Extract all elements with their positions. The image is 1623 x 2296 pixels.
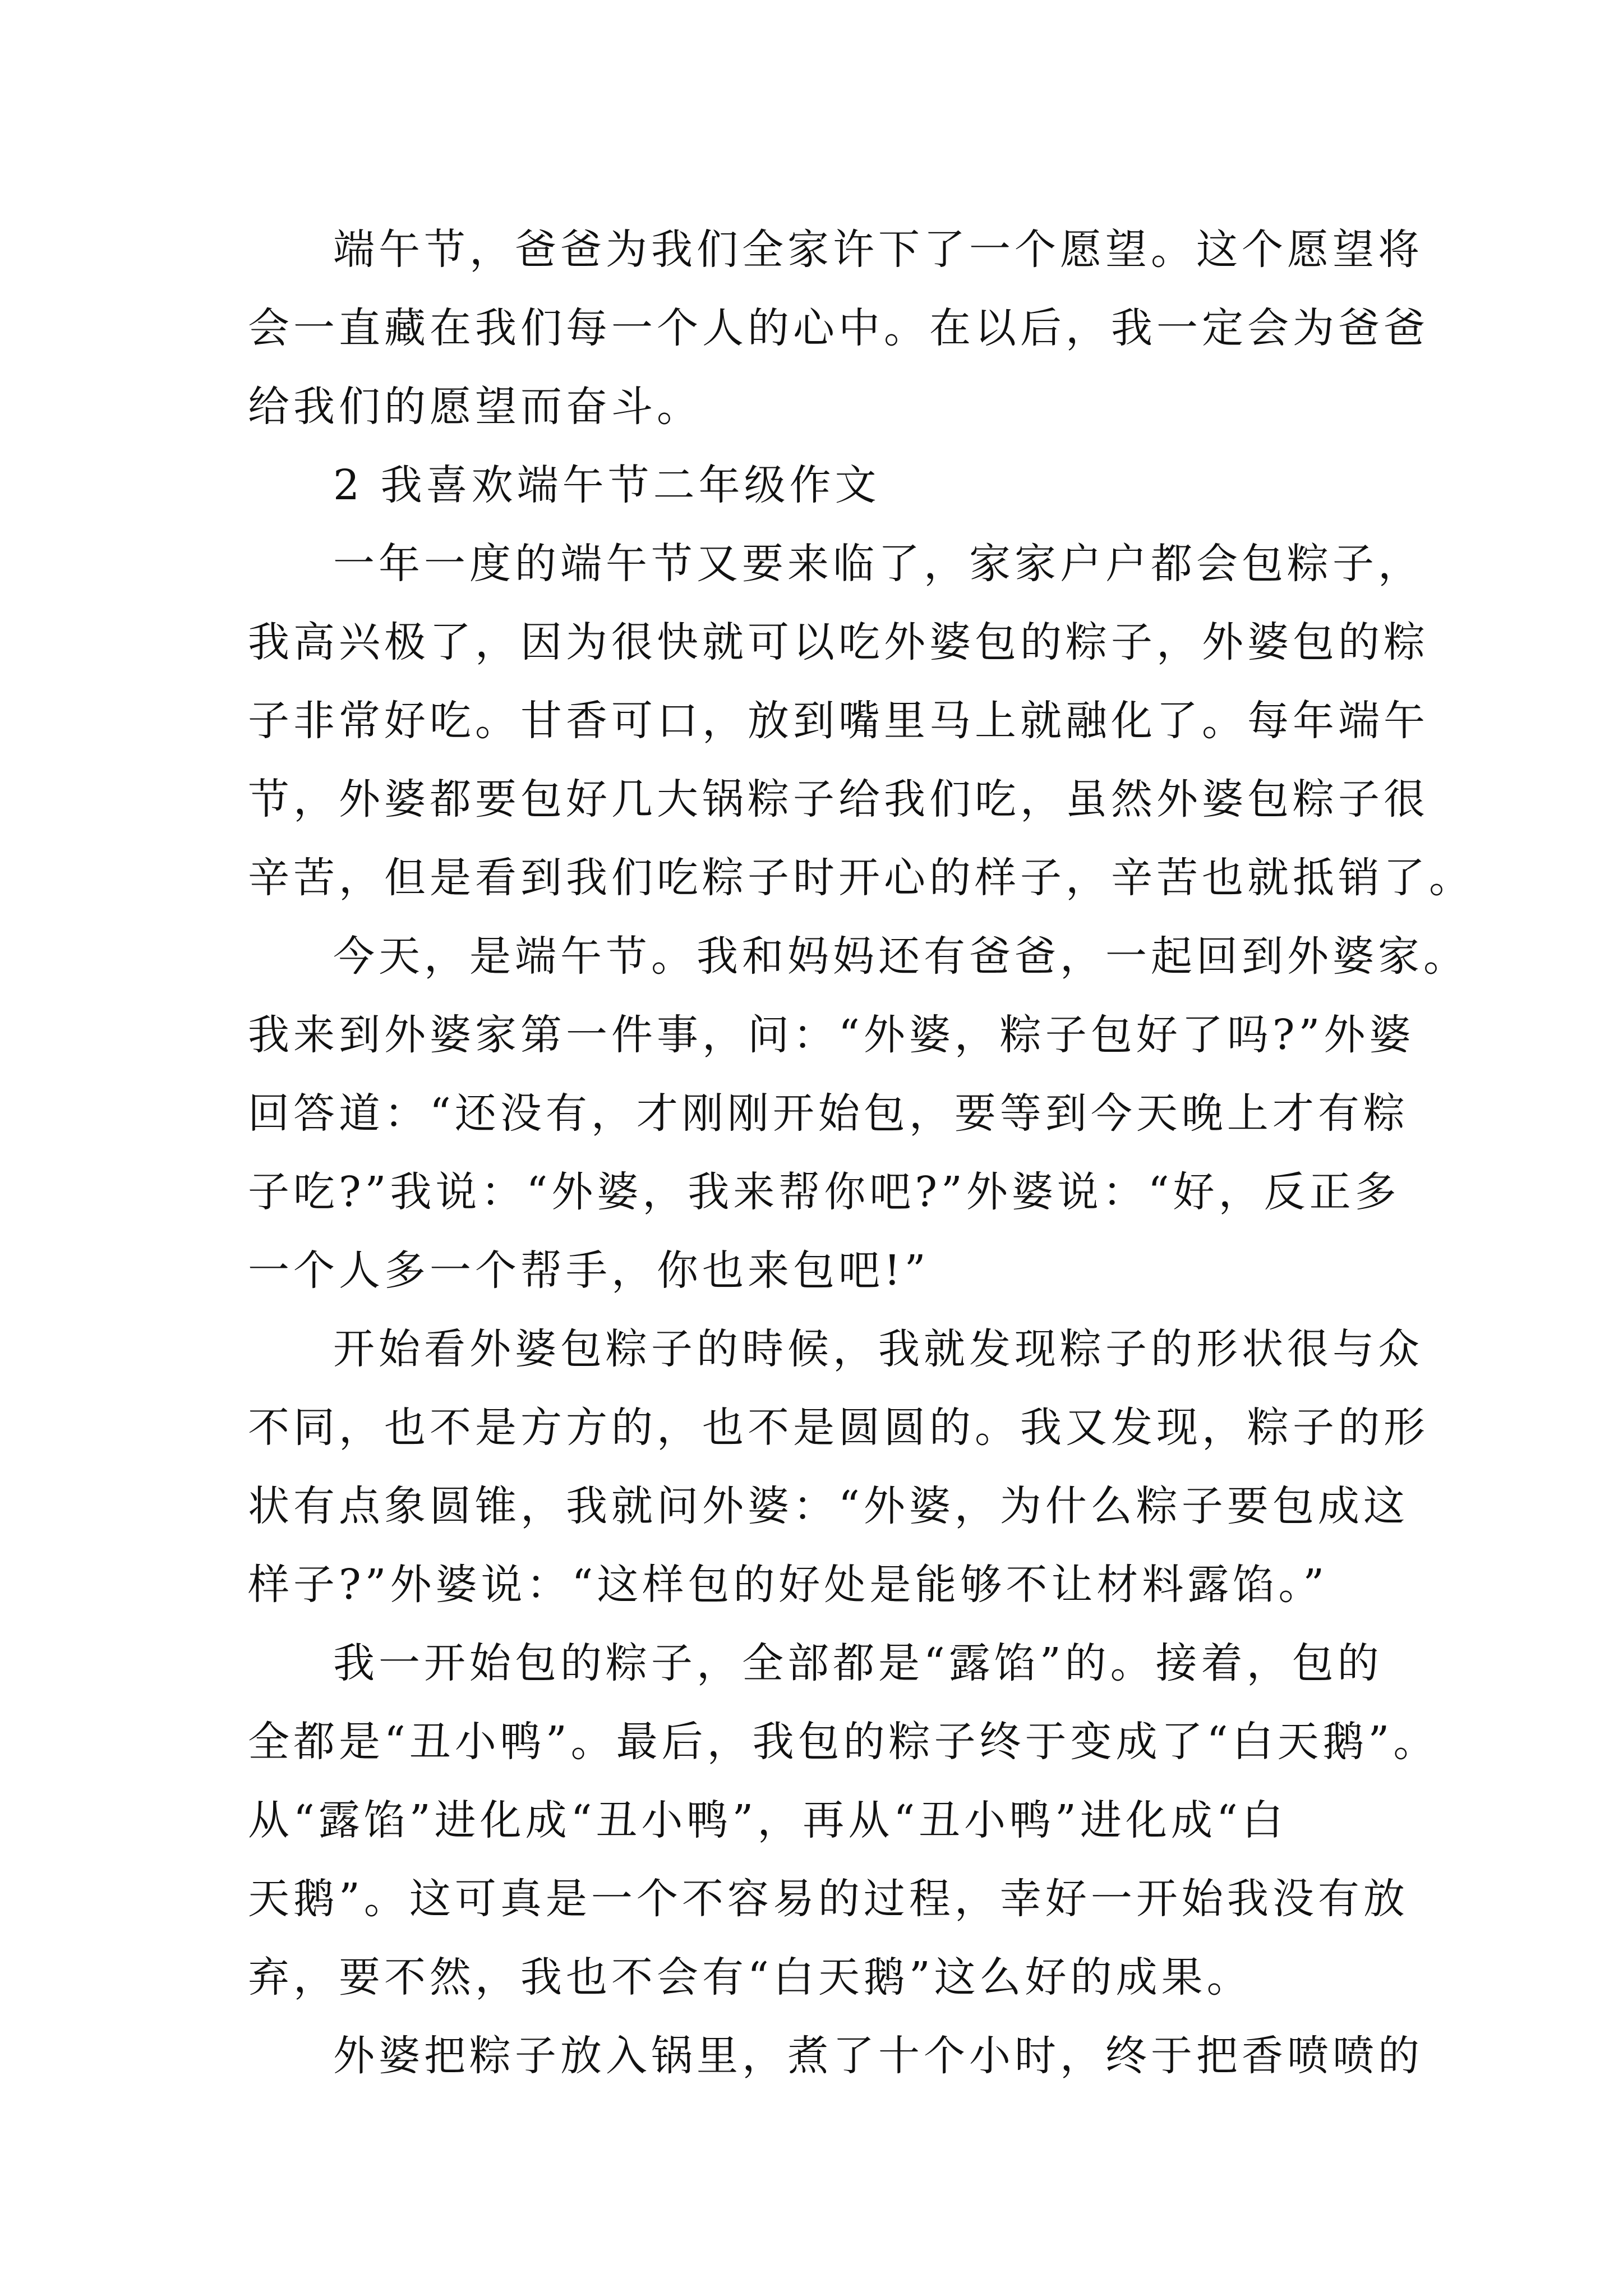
paragraph-line: 样子?”外婆说：“这样包的好处是能够不让材料露馅。” [248, 1561, 1329, 1609]
paragraph-line: 天鹅”。这可真是一个不容易的过程，幸好一开始我没有放 [248, 1875, 1409, 1923]
paragraph-line: 辛苦，但是看到我们吃粽子时开心的样子，辛苦也就抵销了。 [248, 854, 1474, 902]
paragraph-line: 端午节，爸爸为我们全家许下了一个愿望。这个愿望将 [333, 226, 1423, 274]
paragraph-line: 回答道：“还没有，才刚刚开始包，要等到今天晚上才有粽 [248, 1089, 1409, 1138]
paragraph-line: 我一开始包的粽子，全部都是“露馅”的。接着，包的 [333, 1639, 1383, 1687]
paragraph-line: 开始看外婆包粽子的時候，我就发现粽子的形状很与众 [333, 1325, 1423, 1373]
paragraph-line: 弃，要不然，我也不会有“白天鹅”这么好的成果。 [248, 1953, 1252, 2001]
paragraph-line: 全都是“丑小鸭”。最后，我包的粽子终于变成了“白天鹅”。 [248, 1718, 1439, 1766]
paragraph-line: 一个人多一个帮手，你也来包吧!” [248, 1246, 930, 1295]
paragraph-line: 从“露馅”进化成“丑小鸭”，再从“丑小鸭”进化成“白 [248, 1796, 1287, 1844]
paragraph-line: 不同，也不是方方的，也不是圆圆的。我又发现，粽子的形 [248, 1404, 1429, 1452]
paragraph-line: 今天，是端午节。我和妈妈还有爸爸，一起回到外婆家。 [333, 932, 1469, 981]
paragraph-line: 会一直藏在我们每一个人的心中。在以后，我一定会为爸爸 [248, 304, 1429, 352]
paragraph-line: 子非常好吃。甘香可口，放到嘴里马上就融化了。每年端午 [248, 697, 1429, 745]
paragraph-line: 我来到外婆家第一件事，问：“外婆，粽子包好了吗?”外婆 [248, 1011, 1415, 1059]
paragraph-line: 节，外婆都要包好几大锅粽子给我们吃，虽然外婆包粽子很 [248, 775, 1429, 823]
paragraph-line: 一年一度的端午节又要来临了，家家户户都会包粽子， [333, 540, 1423, 588]
section-heading: 2 我喜欢端午节二年级作文 [333, 461, 880, 509]
paragraph-line: 我高兴极了，因为很快就可以吃外婆包的粽子，外婆包的粽 [248, 618, 1429, 666]
paragraph-line: 外婆把粽子放入锅里，煮了十个小时，终于把香喷喷的 [333, 2032, 1423, 2080]
paragraph-line: 给我们的愿望而奋斗。 [248, 383, 702, 431]
paragraph-line: 状有点象圆锥，我就问外婆：“外婆，为什么粽子要包成这 [248, 1482, 1409, 1530]
document-body [248, 210, 1474, 2095]
paragraph-line: 子吃?”我说：“外婆，我来帮你吧?”外婆说：“好，反正多 [248, 1168, 1400, 1216]
